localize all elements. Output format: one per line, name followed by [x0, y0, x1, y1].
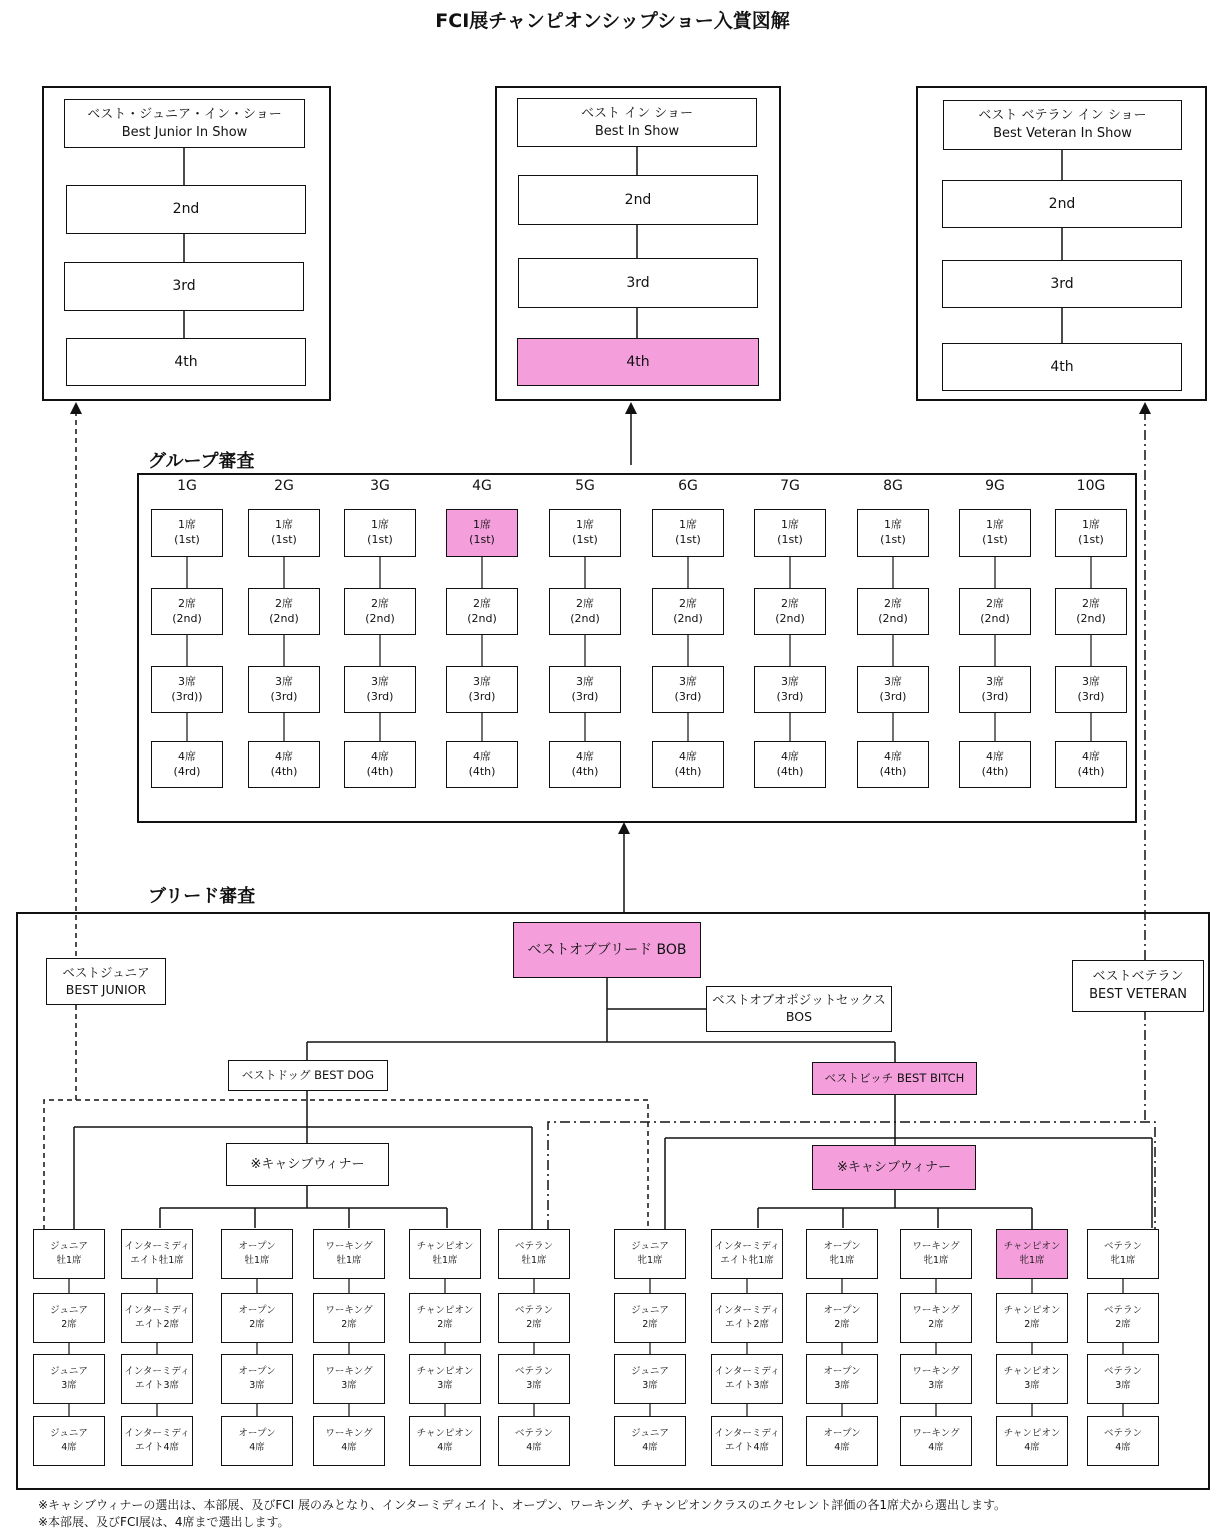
- best-in-show-3rd: 3rd: [518, 258, 758, 308]
- male-class-box: [121, 1416, 193, 1466]
- place-rank-en: (4rd): [173, 764, 201, 778]
- class-name: チャンピオン: [416, 1240, 474, 1252]
- class-name: チャンピオン: [1003, 1304, 1061, 1316]
- class-name: インターミディ: [714, 1240, 780, 1252]
- female-class-box: [996, 1229, 1068, 1279]
- male-class-box: [121, 1354, 193, 1404]
- place-rank: 2席: [884, 596, 902, 610]
- female-class-box: [1087, 1416, 1159, 1466]
- female-class-box: [614, 1229, 686, 1279]
- class-place: 4席: [642, 1442, 658, 1453]
- male-class-box: [121, 1229, 193, 1279]
- breed-judging-label: ブリード審査: [148, 886, 256, 907]
- place-rank-en: (4th): [674, 764, 702, 778]
- class-name: ワーキング: [912, 1304, 960, 1316]
- class-name: ジュニア: [631, 1240, 669, 1252]
- class-name: インターミディ: [124, 1240, 190, 1252]
- class-name: チャンピオン: [1003, 1427, 1061, 1439]
- class-place: 3席: [61, 1380, 77, 1391]
- casib-winner-male-box: ※キャシブウィナー: [226, 1143, 389, 1186]
- place-rank-en: (3rd): [571, 689, 599, 703]
- place-rank-en: (4th): [776, 764, 804, 778]
- best-junior-jp: ベストジュニア: [62, 964, 150, 980]
- class-place: 3席: [1115, 1380, 1131, 1391]
- class-name: ジュニア: [631, 1304, 669, 1316]
- class-place: 牝1席: [829, 1255, 855, 1266]
- male-class-box: [121, 1293, 193, 1343]
- place-rank: 4席: [1082, 749, 1100, 763]
- female-class-box: [806, 1416, 878, 1466]
- female-class-box: [614, 1416, 686, 1466]
- male-class-box: [498, 1229, 570, 1279]
- place-rank: 2席: [1082, 596, 1100, 610]
- female-class-box: [1087, 1354, 1159, 1404]
- class-place: 牝1席: [1110, 1255, 1136, 1266]
- class-place: エイト2席: [134, 1319, 180, 1330]
- best-in-show-4th: 4th: [517, 338, 759, 386]
- footnote-2: ※本部展、及びFCI展は、4席まで選出します。: [38, 1515, 290, 1529]
- place-rank: 1席: [884, 518, 902, 532]
- place-rank: 4席: [473, 749, 491, 763]
- class-place: 牡1席: [521, 1255, 547, 1266]
- place-rank: 1席: [576, 518, 594, 532]
- place-rank: 3席: [473, 674, 491, 688]
- place-rank-en: (4th): [270, 764, 298, 778]
- class-place: 3席: [526, 1380, 542, 1391]
- female-class-box: [614, 1354, 686, 1404]
- class-place: 3席: [1024, 1380, 1040, 1391]
- class-name: ジュニア: [50, 1304, 88, 1316]
- place-rank: 3席: [679, 674, 697, 688]
- male-class-box: [409, 1416, 481, 1466]
- class-place: 2席: [526, 1319, 542, 1330]
- class-name: インターミディ: [714, 1304, 780, 1316]
- class-name: チャンピオン: [1003, 1365, 1061, 1377]
- best-dog-box: ベストドッグ BEST DOG: [228, 1060, 388, 1091]
- best-veteran-en: BEST VETERAN: [1089, 987, 1187, 1002]
- class-name: チャンピオン: [1003, 1240, 1061, 1252]
- group-label: 2G: [274, 478, 294, 494]
- place-rank-en: (3rd): [468, 689, 496, 703]
- best-veteran-jp: ベストベテラン: [1092, 969, 1184, 985]
- male-class-box: [221, 1354, 293, 1404]
- male-class-box: [33, 1293, 105, 1343]
- place-rank-en: (1st): [271, 533, 297, 546]
- male-class-box: [409, 1354, 481, 1404]
- place-rank: 2席: [679, 596, 697, 610]
- male-class-box: [221, 1293, 293, 1343]
- place-rank-en: (3rd): [776, 689, 804, 703]
- class-name: ベテラン: [1103, 1427, 1142, 1439]
- male-class-box: [313, 1229, 385, 1279]
- place-rank-en: (1st): [572, 533, 598, 546]
- female-class-box: [996, 1293, 1068, 1343]
- place-rank-en: (1st): [982, 533, 1008, 546]
- male-class-box: [33, 1229, 105, 1279]
- place-rank-en: (1st): [675, 533, 701, 546]
- class-name: オープン: [238, 1304, 276, 1316]
- class-place: 牡1席: [56, 1255, 82, 1266]
- place-rank-en: (4th): [468, 764, 496, 778]
- place-rank: 4席: [178, 749, 196, 763]
- class-name: ベテラン: [514, 1427, 553, 1439]
- place-rank: 2席: [986, 596, 1004, 610]
- place-rank: 1席: [679, 518, 697, 532]
- place-rank: 1席: [1082, 518, 1100, 532]
- place-rank-en: (2nd): [172, 611, 202, 625]
- class-name: ワーキング: [912, 1365, 960, 1377]
- place-rank: 3席: [986, 674, 1004, 688]
- class-place: 2席: [834, 1319, 850, 1330]
- place-rank-en: (1st): [1078, 533, 1104, 546]
- place-rank: 1席: [781, 518, 799, 532]
- place-rank-en: (1st): [469, 533, 495, 546]
- place-rank: 4席: [576, 749, 594, 763]
- place-rank: 2席: [371, 596, 389, 610]
- place-rank: 3席: [576, 674, 594, 688]
- bos-en: BOS: [785, 1009, 813, 1024]
- class-place: エイト2席: [724, 1319, 770, 1330]
- best-veteran-in-show-en: Best Veteran In Show: [993, 126, 1132, 141]
- best-junior-en: BEST JUNIOR: [65, 981, 147, 997]
- place-rank-en: (2nd): [673, 611, 703, 625]
- best-in-show-jp: ベスト イン ショー: [580, 105, 693, 121]
- female-class-box: [711, 1229, 783, 1279]
- female-class-box: [711, 1293, 783, 1343]
- male-class-box: [33, 1354, 105, 1404]
- female-class-box: [1087, 1229, 1159, 1279]
- female-class-box: [900, 1229, 972, 1279]
- place-rank: 2席: [576, 596, 594, 610]
- male-class-box: [313, 1416, 385, 1466]
- class-place: エイト牡1席: [130, 1255, 184, 1266]
- place-rank-en: (1st): [777, 533, 803, 546]
- class-place: 2席: [341, 1319, 357, 1330]
- female-class-box: [900, 1354, 972, 1404]
- class-name: ジュニア: [50, 1427, 88, 1439]
- place-rank-en: (3rd): [981, 689, 1009, 703]
- class-place: 4席: [928, 1442, 944, 1453]
- class-place: 4席: [526, 1442, 542, 1453]
- footnote-1: ※キャシブウィナーの選出は、本部展、及びFCI 展のみとなり、インターミディエイト、オープン、ワーキング、チャンピオンクラスのエクセレント評価の各1席犬から選出します。: [38, 1498, 1006, 1512]
- female-class-box: [996, 1354, 1068, 1404]
- group-label: 7G: [780, 478, 800, 494]
- female-class-box: [711, 1354, 783, 1404]
- male-class-box: [313, 1293, 385, 1343]
- best-in-show-en: Best In Show: [594, 123, 680, 139]
- class-name: ベテラン: [1103, 1365, 1142, 1377]
- class-place: 3席: [437, 1380, 453, 1391]
- class-place: 2席: [642, 1319, 658, 1330]
- place-rank-en: (2nd): [980, 611, 1010, 625]
- place-rank: 3席: [1082, 674, 1100, 688]
- best-junior-in-show-en: Best Junior In Show: [121, 124, 248, 140]
- female-class-box: [711, 1416, 783, 1466]
- class-place: エイト牝1席: [720, 1255, 774, 1266]
- best-junior-in-show-jp: ベスト・ジュニア・イン・ショー: [87, 106, 282, 122]
- place-rank-en: (4th): [366, 764, 394, 778]
- class-name: オープン: [823, 1427, 861, 1439]
- group-judging-label: グループ審査: [148, 451, 255, 472]
- class-place: 牡1席: [244, 1255, 270, 1266]
- male-class-box: [33, 1416, 105, 1466]
- best-veteran-2nd: 2nd: [942, 180, 1182, 228]
- class-place: 2席: [928, 1319, 944, 1330]
- female-class-box: [806, 1293, 878, 1343]
- group-label: 3G: [370, 478, 390, 494]
- class-name: オープン: [238, 1365, 276, 1377]
- place-rank: 1席: [275, 518, 293, 532]
- place-rank-en: (3rd)): [171, 689, 203, 703]
- place-rank: 4席: [275, 749, 293, 763]
- place-rank: 3席: [178, 674, 196, 688]
- class-name: インターミディ: [714, 1427, 780, 1439]
- place-rank-en: (1st): [880, 533, 906, 546]
- class-place: 4席: [1024, 1442, 1040, 1453]
- best-bitch-box: ベストビッチ BEST BITCH: [812, 1062, 977, 1095]
- class-place: 4席: [834, 1442, 850, 1453]
- male-class-box: [313, 1354, 385, 1404]
- male-class-box: [221, 1229, 293, 1279]
- casib-winner-female-box: ※キャシブウィナー: [812, 1145, 976, 1190]
- class-place: 2席: [437, 1319, 453, 1330]
- best-junior-4th: 4th: [66, 338, 306, 386]
- class-name: ワーキング: [912, 1427, 960, 1439]
- male-class-box: [221, 1416, 293, 1466]
- class-name: チャンピオン: [416, 1304, 474, 1316]
- place-rank: 3席: [884, 674, 902, 688]
- best-veteran-in-show-jp: ベスト ベテラン イン ショー: [978, 108, 1147, 124]
- class-name: ベテラン: [1103, 1240, 1142, 1252]
- class-name: ベテラン: [1103, 1304, 1142, 1316]
- class-name: インターミディ: [124, 1427, 190, 1439]
- female-class-box: [900, 1416, 972, 1466]
- class-name: オープン: [823, 1240, 861, 1252]
- class-name: オープン: [823, 1304, 861, 1316]
- place-rank-en: (4th): [981, 764, 1009, 778]
- male-class-box: [498, 1293, 570, 1343]
- class-name: チャンピオン: [416, 1365, 474, 1377]
- class-name: ワーキング: [325, 1304, 373, 1316]
- place-rank: 2席: [178, 596, 196, 610]
- class-place: 2席: [61, 1319, 77, 1330]
- class-name: ジュニア: [631, 1365, 669, 1377]
- group-label: 10G: [1076, 478, 1106, 494]
- class-name: ジュニア: [50, 1365, 88, 1377]
- place-rank-en: (1st): [367, 533, 393, 546]
- class-name: ベテラン: [514, 1240, 553, 1252]
- female-class-box: [806, 1229, 878, 1279]
- class-place: エイト3席: [134, 1380, 180, 1391]
- place-rank-en: (2nd): [570, 611, 600, 625]
- class-name: オープン: [238, 1427, 276, 1439]
- group-label: 6G: [678, 478, 698, 494]
- class-place: 3席: [642, 1380, 658, 1391]
- class-name: インターミディ: [124, 1304, 190, 1316]
- place-rank: 2席: [275, 596, 293, 610]
- class-name: ベテラン: [514, 1304, 553, 1316]
- female-class-box: [614, 1293, 686, 1343]
- bos-jp: ベストオブオポジットセックス: [712, 992, 886, 1008]
- place-rank-en: (4th): [879, 764, 907, 778]
- best-in-show-2nd: 2nd: [518, 175, 758, 225]
- class-name: オープン: [238, 1240, 276, 1252]
- class-place: 4席: [61, 1442, 77, 1453]
- class-name: ジュニア: [50, 1240, 88, 1252]
- best-junior-2nd: 2nd: [66, 185, 306, 234]
- place-rank: 4席: [884, 749, 902, 763]
- place-rank: 1席: [371, 518, 389, 532]
- female-class-box: [996, 1416, 1068, 1466]
- place-rank-en: (2nd): [269, 611, 299, 625]
- class-place: 4席: [437, 1442, 453, 1453]
- place-rank-en: (2nd): [365, 611, 395, 625]
- place-rank-en: (3rd): [879, 689, 907, 703]
- class-name: ワーキング: [325, 1427, 373, 1439]
- place-rank: 3席: [275, 674, 293, 688]
- place-rank: 4席: [986, 749, 1004, 763]
- class-place: 3席: [834, 1380, 850, 1391]
- class-place: エイト4席: [724, 1442, 770, 1453]
- class-place: 2席: [1024, 1319, 1040, 1330]
- place-rank: 4席: [781, 749, 799, 763]
- place-rank: 1席: [986, 518, 1004, 532]
- group-label: 4G: [472, 478, 492, 494]
- male-class-box: [498, 1354, 570, 1404]
- place-rank: 2席: [781, 596, 799, 610]
- place-rank-en: (2nd): [467, 611, 497, 625]
- male-class-box: [409, 1229, 481, 1279]
- class-place: 牡1席: [432, 1255, 458, 1266]
- class-place: 2席: [249, 1319, 265, 1330]
- group-label: 1G: [177, 478, 197, 494]
- place-rank-en: (4th): [571, 764, 599, 778]
- group-label: 5G: [575, 478, 595, 494]
- class-place: エイト3席: [724, 1380, 770, 1391]
- male-class-box: [498, 1416, 570, 1466]
- group-label: 8G: [883, 478, 903, 494]
- place-rank-en: (1st): [174, 533, 200, 546]
- place-rank: 3席: [781, 674, 799, 688]
- place-rank-en: (2nd): [775, 611, 805, 625]
- place-rank: 4席: [679, 749, 697, 763]
- page-title: FCI展チャンピオンシップショー入賞図解: [435, 10, 790, 32]
- best-veteran-4th: 4th: [942, 343, 1182, 391]
- class-name: ワーキング: [325, 1240, 373, 1252]
- class-place: 牝1席: [637, 1255, 663, 1266]
- class-name: ワーキング: [912, 1240, 960, 1252]
- class-name: ワーキング: [325, 1365, 373, 1377]
- class-place: 3席: [249, 1380, 265, 1391]
- class-place: 2席: [1115, 1319, 1131, 1330]
- group-label: 9G: [985, 478, 1005, 494]
- best-veteran-3rd: 3rd: [942, 260, 1182, 308]
- place-rank-en: (2nd): [1076, 611, 1106, 625]
- class-name: チャンピオン: [416, 1427, 474, 1439]
- best-of-breed-box: ベストオブブリード BOB: [513, 922, 701, 978]
- place-rank: 3席: [371, 674, 389, 688]
- place-rank: 4席: [371, 749, 389, 763]
- class-place: 4席: [1115, 1442, 1131, 1453]
- class-place: 3席: [341, 1380, 357, 1391]
- place-rank-en: (3rd): [270, 689, 298, 703]
- class-place: 4席: [249, 1442, 265, 1453]
- class-name: インターミディ: [124, 1365, 190, 1377]
- place-rank-en: (3rd): [674, 689, 702, 703]
- female-class-box: [1087, 1293, 1159, 1343]
- female-class-box: [806, 1354, 878, 1404]
- class-place: 牝1席: [923, 1255, 949, 1266]
- place-rank: 2席: [473, 596, 491, 610]
- place-rank: 1席: [178, 518, 196, 532]
- female-class-box: [900, 1293, 972, 1343]
- class-name: オープン: [823, 1365, 861, 1377]
- place-rank: 1席: [473, 518, 491, 532]
- class-name: ジュニア: [631, 1427, 669, 1439]
- class-place: 牡1席: [336, 1255, 362, 1266]
- class-name: インターミディ: [714, 1365, 780, 1377]
- class-place: 3席: [928, 1380, 944, 1391]
- place-rank-en: (4th): [1077, 764, 1105, 778]
- male-class-box: [409, 1293, 481, 1343]
- class-place: 4席: [341, 1442, 357, 1453]
- class-name: ベテラン: [514, 1365, 553, 1377]
- place-rank-en: (3rd): [366, 689, 394, 703]
- place-rank-en: (2nd): [878, 611, 908, 625]
- place-rank-en: (3rd): [1077, 689, 1105, 703]
- best-junior-3rd: 3rd: [64, 262, 304, 311]
- class-place: エイト4席: [134, 1442, 180, 1453]
- class-place: 牝1席: [1019, 1255, 1045, 1266]
